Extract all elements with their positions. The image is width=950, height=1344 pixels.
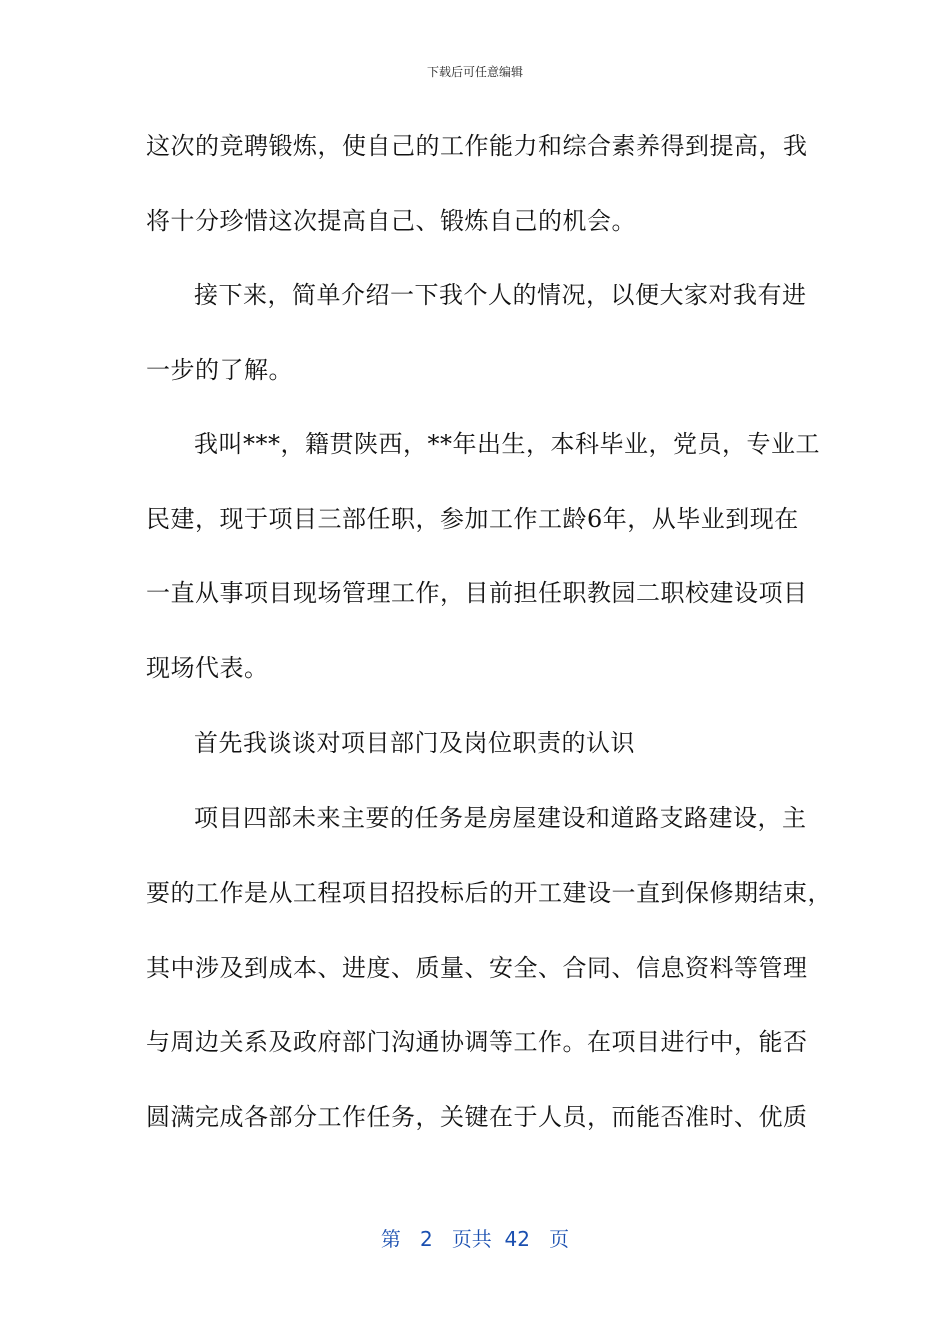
page-header: 下载后可任意编辑 xyxy=(426,65,523,79)
body-line: 要的工作是从工程项目招投标后的开工建设一直到保修期结束， xyxy=(146,879,832,907)
body-line: 我叫***，籍贯陕西，**年出生，本科毕业，党员，专业工 xyxy=(194,430,820,458)
footer-prefix: 第 xyxy=(380,1227,401,1251)
body-line: 接下来，简单介绍一下我个人的情况，以便大家对我有进 xyxy=(194,281,807,309)
body-line: 首先我谈谈对项目部门及岗位职责的认识 xyxy=(194,729,635,757)
body-line: 圆满完成各部分工作任务，关键在于人员，而能否准时、优质 xyxy=(146,1103,808,1131)
body-line: 一直从事项目现场管理工作，目前担任职教园二职校建设项目 xyxy=(146,579,808,607)
footer-middle: 页共 xyxy=(451,1227,492,1251)
body-line: 项目四部未来主要的任务是房屋建设和道路支路建设，主 xyxy=(194,804,807,832)
footer-current-page: 2 xyxy=(420,1227,433,1251)
body-line: 其中涉及到成本、进度、质量、安全、合同、信息资料等管理 xyxy=(146,954,808,982)
footer-total-pages: 42 xyxy=(504,1227,530,1251)
body-line: 这次的竞聘锻炼，使自己的工作能力和综合素养得到提高，我 xyxy=(146,132,808,160)
body-line: 将十分珍惜这次提高自己、锻炼自己的机会。 xyxy=(146,207,636,235)
footer-suffix: 页 xyxy=(549,1227,570,1251)
body-line: 民建，现于项目三部任职，参加工作工龄6年，从毕业到现在 xyxy=(146,505,799,533)
body-line: 与周边关系及政府部门沟通协调等工作。在项目进行中，能否 xyxy=(146,1028,808,1056)
body-line: 现场代表。 xyxy=(146,654,269,682)
page-footer xyxy=(0,1226,950,1252)
body-line: 一步的了解。 xyxy=(146,356,293,384)
